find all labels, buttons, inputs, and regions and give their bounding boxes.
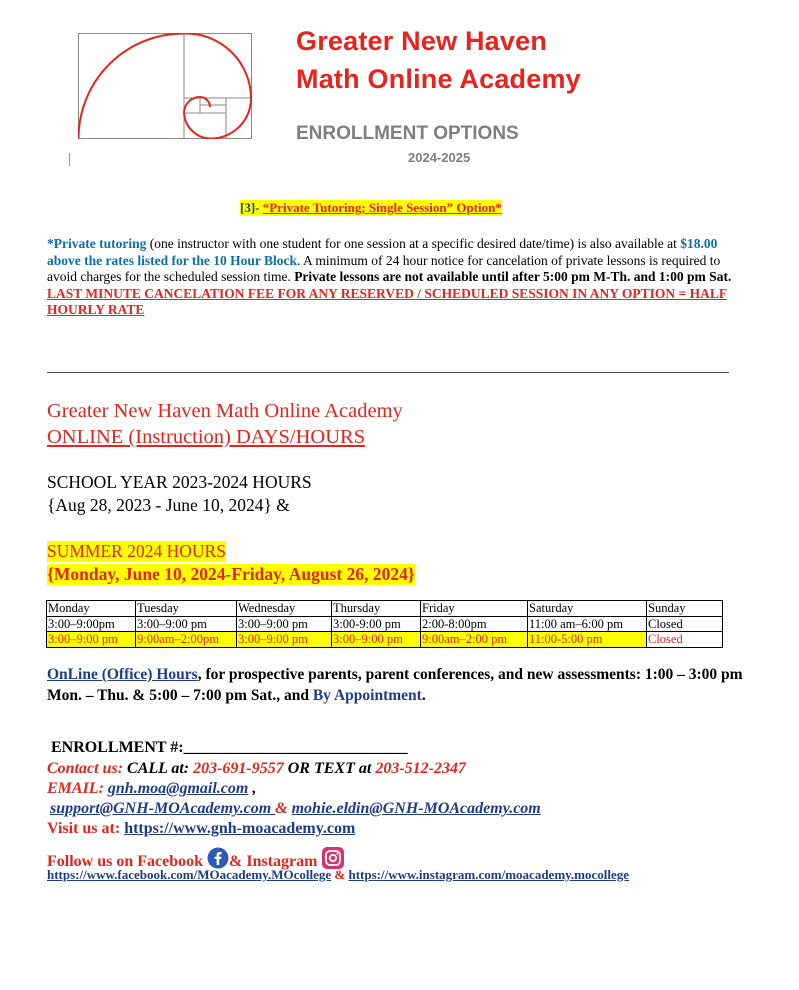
instagram-icon[interactable]	[321, 847, 345, 869]
table-cell: 3:00–9:00 pm	[47, 632, 136, 648]
table-header-cell: Monday	[47, 601, 136, 617]
logo-divider	[69, 153, 70, 166]
table-cell: 3:00–9:00 pm	[332, 632, 421, 648]
table-cell: 2:00-8:00pm	[421, 616, 528, 632]
year-label: 2024-2025	[408, 150, 471, 165]
table-cell: 3:00–9:00 pm	[237, 616, 332, 632]
table-header-cell: Tuesday	[136, 601, 237, 617]
visit-label: Visit us at:	[47, 820, 125, 837]
visit-line	[47, 820, 355, 838]
school-year-heading: SCHOOL YEAR 2023-2024 HOURS	[47, 472, 312, 492]
table-header-row	[47, 601, 723, 617]
follow-facebook-text: Follow us on Facebook	[47, 853, 208, 870]
online-days-heading: ONLINE (Instruction) DAYS/HOURS	[47, 426, 366, 448]
follow-instagram-text: & Instagram	[229, 853, 322, 870]
table-cell: Closed	[647, 616, 723, 632]
intro-text2: . A minimum of 24 hour notice for cancelation of private lessons is required to avoid charges for the scheduled session time.	[47, 252, 721, 284]
phone-call[interactable]: 203-691-9557	[193, 760, 284, 777]
page-title-line1: Greater New Haven	[296, 26, 548, 56]
option-heading	[240, 200, 502, 216]
appointment-text: By Appointment	[312, 687, 422, 704]
option-name: “Private Tutoring; Single Session” Option*	[262, 200, 502, 215]
table-header-cell: Sunday	[647, 601, 723, 617]
school-year-dates: {Aug 28, 2023 - June 10, 2024} &	[47, 495, 290, 515]
email-amp: &	[275, 800, 292, 817]
email-line	[47, 780, 256, 798]
office-hours-text: , for prospective parents, parent conferences, and new assessments: 1:00 – 3:00 pm Mon. – Thu. & 5:00 – 7:00 pm Sat., and	[47, 666, 743, 704]
email2-line	[50, 800, 541, 818]
office-hours-label: OnLine (Office) Hours	[47, 666, 198, 683]
table-cell: 3:00–9:00pm	[47, 616, 136, 632]
email-link-support[interactable]: support@GNH-MOAcademy.com	[50, 800, 276, 817]
social-links-line	[47, 867, 629, 883]
table-cell: 11:00-5:00 pm	[528, 632, 647, 648]
table-cell: 9:00am–2:00 pm	[421, 632, 528, 648]
table-header-cell: Saturday	[528, 601, 647, 617]
table-cell: 9:00am–2:00pm	[136, 632, 237, 648]
hours-table	[46, 600, 723, 648]
intro-text1: (one instructor with one student for one session at a specific desired date/time) is also available at	[146, 236, 681, 251]
page-subtitle: ENROLLMENT OPTIONS	[296, 123, 519, 144]
intro-price: $18.00 above the rates listed for the 10 Hour Block	[47, 236, 718, 268]
contact-line	[47, 760, 466, 778]
intro-lead: *Private tutoring	[47, 236, 147, 251]
phone-text[interactable]: 203-512-2347	[375, 760, 466, 777]
links-amp: &	[331, 867, 349, 882]
instagram-link[interactable]: https://www.instagram.com/moacademy.mocollege	[348, 867, 630, 882]
cancelation-warning: LAST MINUTE CANCELATION FEE FOR ANY RESERVED / SCHEDULED SESSION IN ANY OPTION = HALF HOURLY RATE	[47, 285, 728, 317]
facebook-link[interactable]: https://www.facebook.com/MOacademy.MOcollege	[47, 867, 332, 882]
table-cell: 3:00-9:00 pm	[332, 616, 421, 632]
email-link-mohie[interactable]: mohie.eldin@GNH-MOAcademy.com	[291, 800, 541, 817]
facebook-icon[interactable]	[207, 847, 229, 869]
call-text: CALL at:	[123, 760, 194, 777]
email-suffix: ,	[248, 780, 257, 797]
table-cell: 3:00–9:00 pm	[136, 616, 237, 632]
email-label: EMAIL:	[47, 780, 108, 797]
intro-paragraph	[47, 236, 747, 319]
table-cell: 11:00 am–6:00 pm	[528, 616, 647, 632]
table-header-cell: Friday	[421, 601, 528, 617]
intro-bold-note: Private lessons are not available until after 5:00 pm M-Th. and 1:00 pm Sat.	[294, 269, 732, 284]
or-text: OR TEXT at	[283, 760, 376, 777]
office-hours-end: .	[421, 687, 426, 704]
enrollment-number-field: ENROLLMENT #:____________________________	[51, 739, 408, 756]
table-header-cell: Wednesday	[237, 601, 332, 617]
golden-spiral-logo	[78, 33, 252, 139]
option-number: [3]-	[240, 200, 260, 215]
summer-dates: {Monday, June 10, 2024-Friday, August 26, 2024}	[47, 564, 415, 584]
academy-heading: Greater New Haven Math Online Academy	[47, 400, 403, 422]
table-cell: Closed	[647, 632, 723, 648]
website-link[interactable]: https://www.gnh-moacademy.com	[124, 820, 356, 837]
table-cell: 3:00–9:00 pm	[237, 632, 332, 648]
page-title-line2: Math Online Academy	[296, 64, 581, 94]
horizontal-divider	[47, 372, 729, 373]
office-hours-paragraph	[47, 664, 767, 706]
email-link-gmail[interactable]: gnh.moa@gmail.com	[107, 780, 249, 797]
summer-heading: SUMMER 2024 HOURS	[47, 541, 226, 561]
table-header-cell: Thursday	[332, 601, 421, 617]
contact-label: Contact us:	[47, 760, 124, 777]
table-row-summer	[47, 632, 723, 648]
table-row-school-year	[47, 616, 723, 632]
